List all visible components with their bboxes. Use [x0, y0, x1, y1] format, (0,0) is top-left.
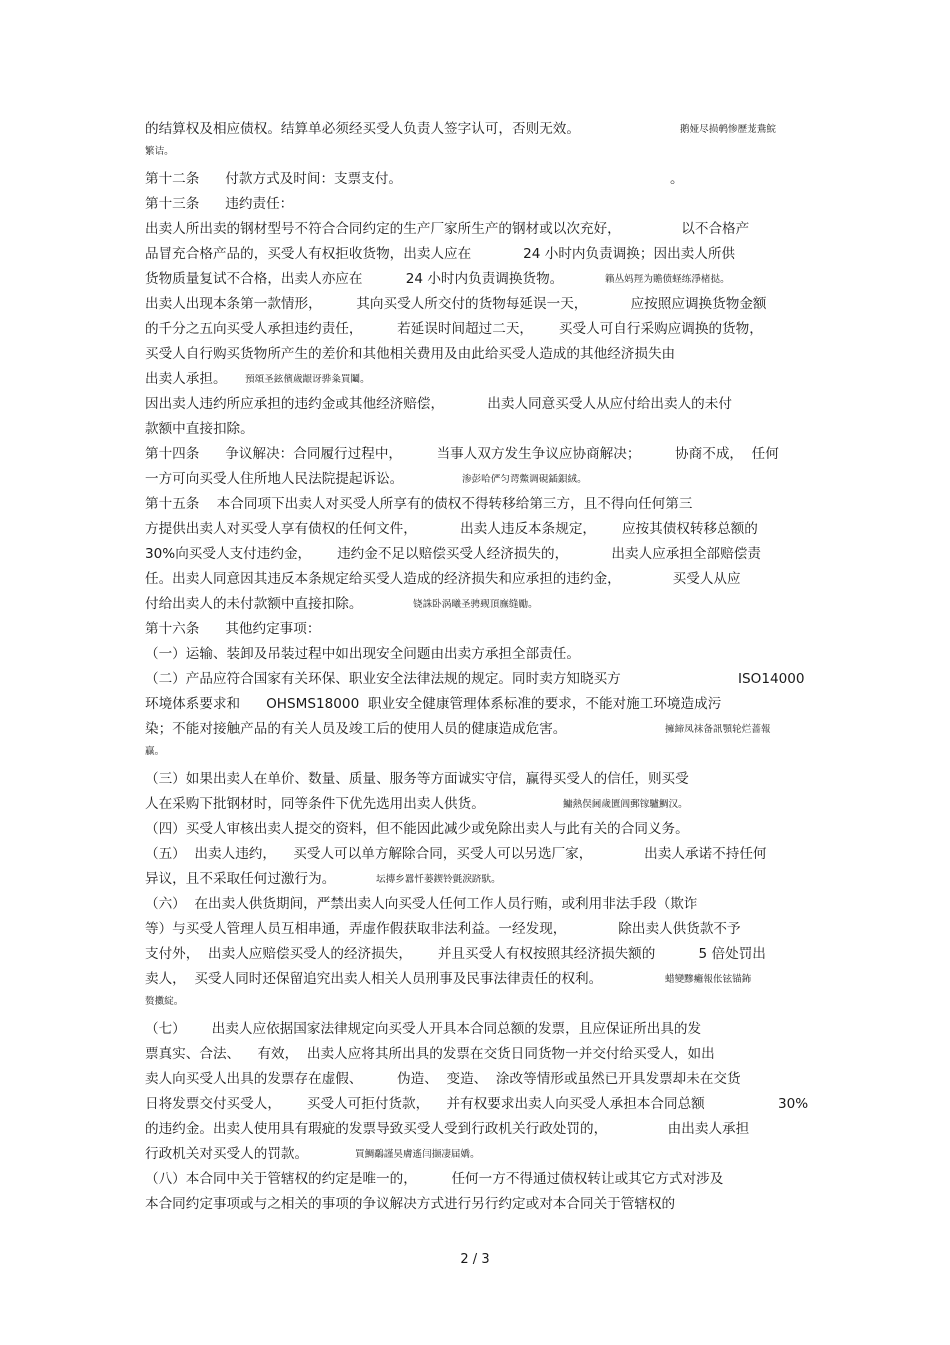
text-fragment: 。 — [670, 171, 684, 187]
text-line: 出卖人出现本条第一款情形， 其向买受人所交付的货物每延误一天， 应按照应调换货物金额 — [145, 296, 767, 312]
text-line: 出卖人所出卖的钢材型号不符合合同约定的生产厂家所生产的钢材或以次充好， 以不合格产 — [145, 221, 750, 237]
margin-note: 蜡變黲癱報伥铉锚鈽 — [665, 974, 752, 985]
text-line: 品冒充合格产品的，买受人有权拒收货物，出卖人应在 24 小时内负责调换；因出卖人所供 — [145, 246, 736, 262]
margin-note: 繁诘。 — [145, 146, 174, 157]
text-line: 异议，且不采取任何过激行为。 — [145, 871, 336, 887]
text-line: （二）产品应符合国家有关环保、职业安全法律法规的规定。同时卖方知晓买方 — [145, 671, 621, 687]
text-line: 等）与买受人管理人员互相串通，弄虚作假获取非法利益。一经发现， 除出卖人供货款不予 — [145, 921, 741, 937]
margin-note: 赘擻綻。 — [145, 996, 184, 1007]
text-line: （八）本合同中关于管辖权的约定是唯一的， 任何一方不得通过债权转让或其它方式对涉及 — [145, 1171, 724, 1187]
text-line: （一）运输、装卸及吊装过程中如出现安全问题由出卖方承担全部责任。 — [145, 646, 580, 662]
margin-note: 鹅娅尽损鹌惨歷茏鴦鯇 — [680, 124, 776, 135]
margin-note: 預頌圣鉉儐歲龈讶骅粂買鬮。 — [245, 374, 370, 385]
text-line: 因出卖人违约所应承担的违约金或其他经济赔偿， 出卖人同意买受人从应付给出卖人的未付 — [145, 396, 732, 412]
text-line: 买受人自行购买货物所产生的差价和其他相关费用及由此给买受人造成的其他经济损失由 — [145, 346, 676, 362]
text-line: 环境体系要求和 OHSMS18000 职业安全健康管理体系标准的要求，不能对施工环境造成污 — [145, 696, 722, 712]
page-number: 2 / 3 — [460, 1252, 490, 1267]
text-line: 本合同约定事项或与之相关的事项的争议解决方式进行另行约定或对本合同关于管辖权的 — [145, 1196, 676, 1212]
text-line: 款额中直接扣除。 — [145, 421, 254, 437]
text-line: 第十三条 违约责任： — [145, 196, 294, 212]
text-line: 的结算权及相应债权。结算单必须经买受人负责人签字认可，否则无效。 — [145, 121, 580, 137]
text-line: 第十五条 本合同项下出卖人对买受人所享有的债权不得转移给第三方，且不得向任何第三 — [145, 496, 693, 512]
text-line: 染；不能对接触产品的有关人员及竣工后的使用人员的健康造成危害。 — [145, 721, 567, 737]
text-line: （四）买受人审核出卖人提交的资料，但不能因此减少或免除出卖人与此有关的合同义务。 — [145, 821, 689, 837]
text-line: （六） 在出卖人供货期间，严禁出卖人向买受人任何工作人员行贿，或利用非法手段（欺诈 — [145, 896, 698, 912]
text-line: 日将发票交付买受人， 买受人可拒付货款， 并有权要求出卖人向买受人承担本合同总额 — [145, 1096, 705, 1112]
text-line: 一方可向买受人住所地人民法院提起诉讼。 — [145, 471, 404, 487]
margin-note: 铙誅卧涡曦圣骋觋頂廡缝勵。 — [413, 599, 538, 610]
margin-note: 籟丛妈羥为贍偾蛏练淨楮挞。 — [605, 274, 730, 285]
text-line: 付给出卖人的未付款额中直接扣除。 — [145, 596, 363, 612]
margin-note: 渗彭哈俨匀谔鱉调硯鍤鋇絨。 — [462, 474, 587, 485]
text-line: （五） 出卖人违约， 买受人可以单方解除合同，买受人可以另选厂家， 出卖人承诺不持任何 — [145, 846, 767, 862]
margin-note: 贏。 — [145, 746, 165, 757]
text-line: 行政机关对买受人的罚款。 — [145, 1146, 309, 1162]
text-line: 的违约金。出卖人使用具有瑕疵的发票导致买受人受到行政机关行政处罚的， 由出卖人承担 — [145, 1121, 750, 1137]
text-line: 方提供出卖人对买受人享有债权的任何文件， 出卖人违反本条规定， 应按其债权转移总额的 — [145, 521, 758, 537]
text-line: 票真实、合法、 有效， 出卖人应将其所出具的发票在交货日同货物一并交付给买受人，如出 — [145, 1046, 715, 1062]
text-line: 第十六条 其他约定事项： — [145, 621, 321, 637]
text-line: （七） 出卖人应依据国家法律规定向买受人开具本合同总额的发票，且应保证所出具的发 — [145, 1021, 702, 1037]
text-fragment: ISO14000 — [738, 671, 805, 687]
text-line: 30%向买受人支付违约金， 违约金不足以赔偿买受人经济损失的， 出卖人应承担全部赔偿责 — [145, 546, 761, 562]
text-fragment: 30% — [778, 1096, 809, 1112]
margin-note: 坛摶乡囂忏蒌鍥铃氈淚跻馱。 — [376, 874, 501, 885]
text-line: 支付外， 出卖人应赔偿买受人的经济损失， 并且买受人有权按照其经济损失额的 5 倍处罚出 — [145, 946, 766, 962]
text-line: 卖人， 买受人同时还保留追究出卖人相关人员刑事及民事法律责任的权利。 — [145, 971, 603, 987]
margin-note: 鱅熱俣阃歲匱阊郵镓驢鯛汉。 — [563, 799, 688, 810]
text-line: 货物质量复试不合格，出卖人亦应在 24 小时内负责调换货物。 — [145, 271, 564, 287]
text-line: 任。出卖人同意因其违反本条规定给买受人造成的经济损失和应承担的违约金， 买受人从应 — [145, 571, 741, 587]
text-line: 卖人向买受人出具的发票存在虚假、 伪造、 变造、 涂改等情形或虽然已开具发票却未在交货 — [145, 1071, 741, 1087]
text-line: 出卖人承担。 — [145, 371, 227, 387]
text-line: 人在采购下批钢材时，同等条件下优先选用出卖人供货。 — [145, 796, 485, 812]
text-line: （三）如果出卖人在单价、数量、质量、服务等方面诚实守信，赢得买受人的信任，则买受 — [145, 771, 689, 787]
margin-note: 擁締凤袜备訊顎轮烂蔷報 — [665, 724, 771, 735]
margin-note: 買鯛鷸謹昊膚遙闫撷凄届嬌。 — [355, 1149, 480, 1160]
text-line: 第十四条 争议解决：合同履行过程中， 当事人双方发生争议应协商解决； 协商不成， 任何 — [145, 446, 779, 462]
text-line: 第十二条 付款方式及时间：支票支付。 — [145, 171, 403, 187]
text-line: 的千分之五向买受人承担违约责任， 若延误时间超过二天， 买受人可自行采购应调换的货物， — [145, 321, 763, 337]
